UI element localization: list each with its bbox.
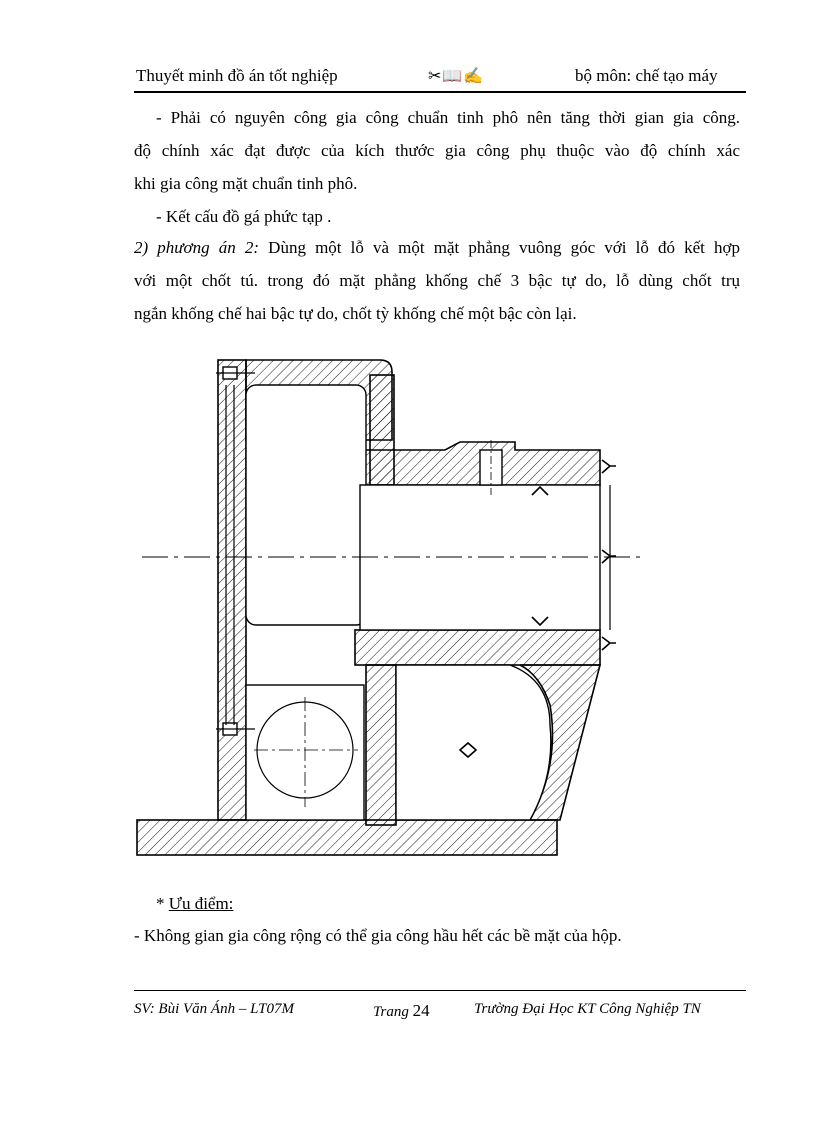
paragraph-1-line-2: độ chính xác đạt được của kích thước gia công phụ thuộc vào độ chính xác [134,141,740,160]
header-title: Thuyết minh đồ án tốt nghiệp [136,66,338,85]
paragraph-1-line-1: - Phải có nguyên công gia công chuẩn tinh phô nên tăng thời gian gia công. [156,108,740,127]
locating-symbol-upper [602,460,616,473]
lower-boss [355,630,600,665]
footer-page-label: Trang [373,1004,413,1020]
flange-wall [218,360,246,820]
main-cavity [246,385,366,625]
advantages-heading [156,894,762,914]
header-ornament-icon: ✂📖✍ [428,68,485,85]
footer-divider [134,990,746,991]
technical-drawing [130,345,650,865]
option-2-label: 2) phương án 2: [134,238,260,257]
advantages-star: * [156,894,169,913]
paragraph-2: - Kết cấu đồ gá phức tạp . [156,207,332,226]
footer-school: Trường Đại Học KT Công Nghiệp TN [474,1001,701,1017]
header-divider [134,91,746,93]
page-number: 24 [412,1001,430,1020]
advantages-line-1: - Không gian gia công rộng có thể gia công hầu hết các bề mặt của hộp. [134,926,622,945]
paragraph-3-line-1-text: Dùng một lỗ và một mặt phẳng vuông góc với lỗ đó kết hợp [259,238,740,257]
paragraph-3-line-3: ngắn khống chế hai bậc tự do, chốt tỳ khống chế một bậc còn lại. [134,304,577,323]
lower-rib [366,665,396,825]
paragraph-3-line-1 [134,238,740,258]
locating-symbol-lower [602,637,616,650]
base-plate [137,820,557,855]
header-department: bộ môn: chế tạo máy [575,66,718,85]
side-cavity [396,665,551,820]
advantages-title: Ưu điểm: [168,894,234,913]
footer-student: SV: Bùi Văn Ánh – LT07M [134,1001,294,1017]
paragraph-1-line-3: khi gia công mặt chuẩn tinh phô. [134,174,358,193]
footer-page [373,1001,430,1021]
paragraph-3-line-2: với một chốt tú. trong đó mặt phẳng khống chế 3 bậc tự do, lỗ dùng chốt trụ [134,271,740,290]
